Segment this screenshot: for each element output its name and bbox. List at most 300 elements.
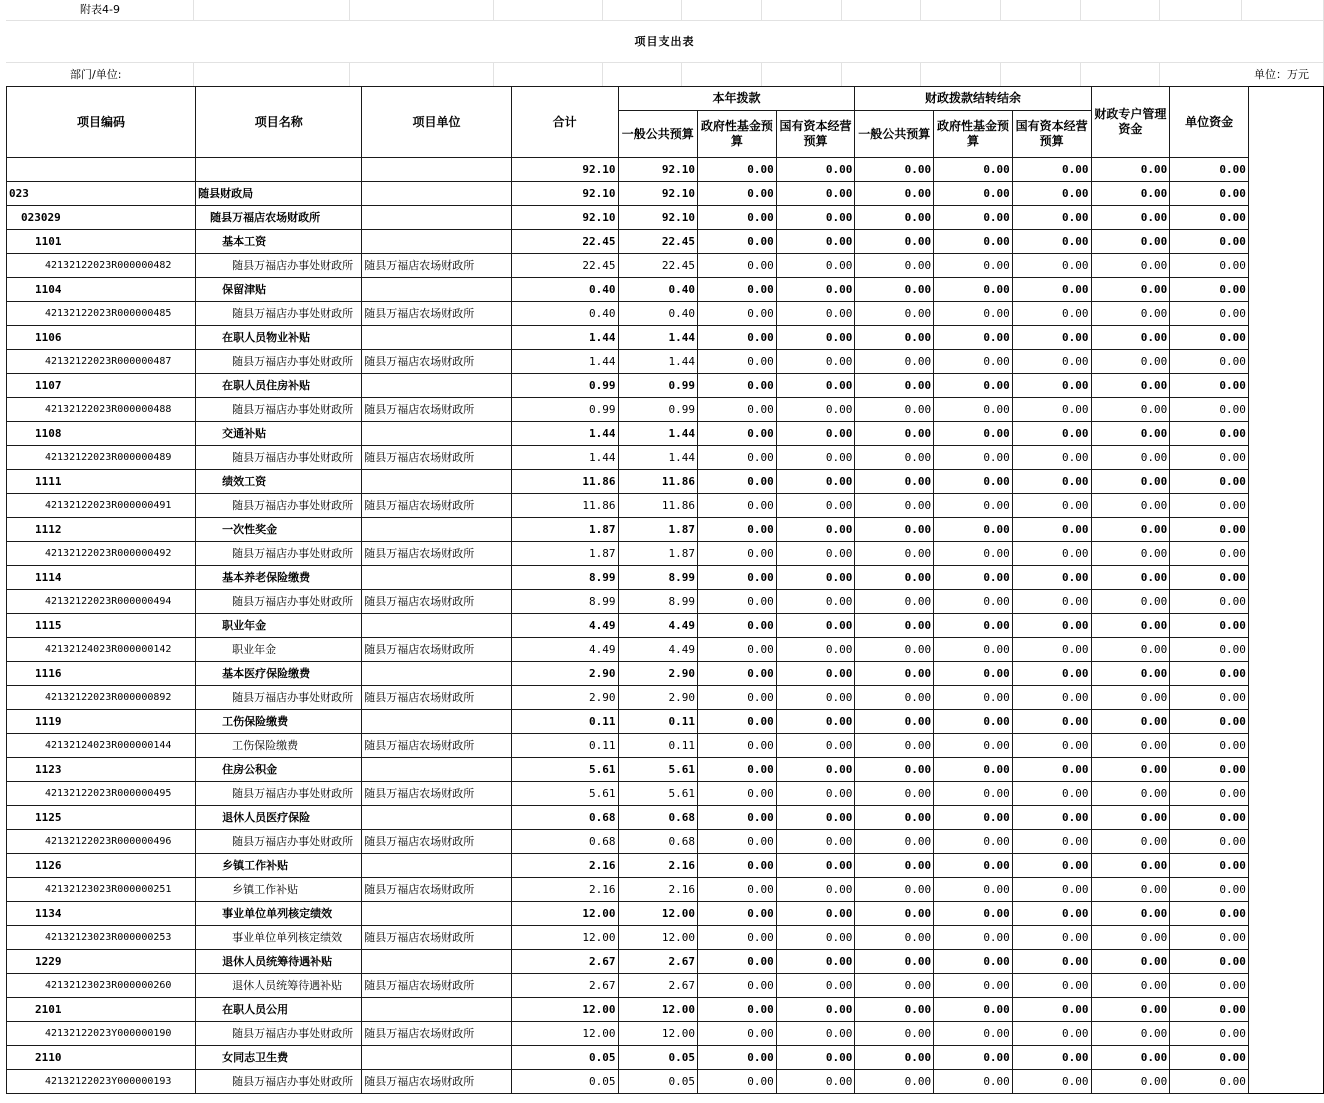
cell-name[interactable]: 在职人员住房补贴: [196, 374, 362, 398]
cell-name[interactable]: 随县万福店办事处财政所: [196, 494, 362, 518]
cell-amount[interactable]: 0.00: [698, 686, 777, 710]
cell-code[interactable]: 1119: [7, 710, 196, 734]
cell-amount[interactable]: 0.00: [855, 518, 934, 542]
cell-amount[interactable]: 0.00: [1012, 974, 1091, 998]
cell-unit[interactable]: 随县万福店农场财政所: [362, 494, 511, 518]
cell-amount[interactable]: 0.00: [1012, 686, 1091, 710]
cell-amount[interactable]: 0.00: [934, 302, 1013, 326]
cell-amount[interactable]: 0.00: [1170, 182, 1249, 206]
cell-code[interactable]: 42132124023R000000142: [7, 638, 196, 662]
cell-code[interactable]: 42132122023R000000482: [7, 254, 196, 278]
cell-amount[interactable]: 0.00: [1091, 422, 1170, 446]
cell-amount[interactable]: 0.00: [1091, 950, 1170, 974]
cell-amount[interactable]: 0.00: [776, 254, 855, 278]
cell-amount[interactable]: 0.00: [1091, 254, 1170, 278]
cell-amount[interactable]: 0.00: [934, 374, 1013, 398]
cell-amount[interactable]: 0.00: [698, 350, 777, 374]
cell-amount[interactable]: 0.00: [855, 302, 934, 326]
cell-amount[interactable]: 0.00: [1012, 1070, 1091, 1094]
cell-amount[interactable]: 0.00: [934, 446, 1013, 470]
cell-code[interactable]: 42132122023R000000892: [7, 686, 196, 710]
cell-unit[interactable]: 随县万福店农场财政所: [362, 398, 511, 422]
cell-amount[interactable]: 0.00: [855, 1070, 934, 1094]
cell-amount[interactable]: 0.00: [698, 1070, 777, 1094]
cell-amount[interactable]: 0.00: [855, 854, 934, 878]
cell-amount[interactable]: 12.00: [618, 926, 697, 950]
cell-name[interactable]: 随县万福店办事处财政所: [196, 830, 362, 854]
cell-unit[interactable]: [362, 518, 511, 542]
cell-amount[interactable]: 0.00: [776, 758, 855, 782]
cell-code[interactable]: 42132123023R000000251: [7, 878, 196, 902]
cell-amount[interactable]: 8.99: [511, 590, 618, 614]
cell-amount[interactable]: 0.00: [934, 230, 1013, 254]
cell-amount[interactable]: 12.00: [618, 902, 697, 926]
cell-code[interactable]: 42132122023R000000487: [7, 350, 196, 374]
cell-amount[interactable]: 0.00: [698, 830, 777, 854]
cell-code[interactable]: 1229: [7, 950, 196, 974]
cell-amount[interactable]: 0.00: [1170, 206, 1249, 230]
cell-amount[interactable]: 0.00: [1012, 614, 1091, 638]
cell-amount[interactable]: 0.00: [776, 494, 855, 518]
cell-amount[interactable]: 0.00: [1012, 422, 1091, 446]
cell-amount[interactable]: 92.10: [511, 206, 618, 230]
cell-amount[interactable]: 0.00: [1170, 614, 1249, 638]
cell-amount[interactable]: 0.00: [698, 518, 777, 542]
cell-amount[interactable]: 11.86: [618, 494, 697, 518]
cell-unit[interactable]: [362, 230, 511, 254]
cell-amount[interactable]: 0.00: [1170, 326, 1249, 350]
cell-name[interactable]: 随县万福店办事处财政所: [196, 590, 362, 614]
cell-amount[interactable]: 0.00: [855, 998, 934, 1022]
cell-amount[interactable]: 4.49: [618, 614, 697, 638]
cell-amount[interactable]: 0.00: [698, 758, 777, 782]
cell-code[interactable]: 1112: [7, 518, 196, 542]
cell-amount[interactable]: 0.00: [934, 830, 1013, 854]
cell-code[interactable]: 1108: [7, 422, 196, 446]
cell-amount[interactable]: 0.00: [855, 494, 934, 518]
cell-amount[interactable]: 0.00: [698, 782, 777, 806]
cell-amount[interactable]: 0.00: [776, 710, 855, 734]
cell-amount[interactable]: 0.00: [1170, 1022, 1249, 1046]
cell-amount[interactable]: 0.00: [934, 422, 1013, 446]
cell-unit[interactable]: [362, 206, 511, 230]
cell-amount[interactable]: 0.00: [855, 710, 934, 734]
cell-amount[interactable]: 0.00: [855, 182, 934, 206]
cell-amount[interactable]: 0.68: [511, 806, 618, 830]
cell-unit[interactable]: [362, 182, 511, 206]
cell-amount[interactable]: 0.00: [1170, 710, 1249, 734]
cell-unit[interactable]: [362, 422, 511, 446]
cell-amount[interactable]: 0.40: [511, 302, 618, 326]
cell-amount[interactable]: 0.00: [1012, 998, 1091, 1022]
cell-amount[interactable]: 0.00: [1091, 686, 1170, 710]
cell-amount[interactable]: 0.00: [1091, 662, 1170, 686]
cell-amount[interactable]: 0.00: [934, 566, 1013, 590]
cell-amount[interactable]: 0.00: [855, 590, 934, 614]
cell-amount[interactable]: 0.00: [934, 254, 1013, 278]
cell-amount[interactable]: 2.90: [511, 662, 618, 686]
cell-amount[interactable]: 0.00: [776, 542, 855, 566]
cell-amount[interactable]: 0.05: [618, 1070, 697, 1094]
cell-amount[interactable]: 0.00: [855, 662, 934, 686]
cell-code[interactable]: 1126: [7, 854, 196, 878]
cell-unit[interactable]: [362, 998, 511, 1022]
cell-amount[interactable]: 1.44: [618, 326, 697, 350]
cell-name[interactable]: 随县万福店办事处财政所: [196, 254, 362, 278]
cell-amount[interactable]: 0.00: [776, 854, 855, 878]
cell-name[interactable]: 乡镇工作补贴: [196, 854, 362, 878]
cell-amount[interactable]: 0.00: [776, 782, 855, 806]
cell-amount[interactable]: 0.00: [776, 878, 855, 902]
cell-amount[interactable]: 0.00: [776, 926, 855, 950]
cell-amount[interactable]: 0.00: [698, 1046, 777, 1070]
cell-amount[interactable]: 0.00: [1170, 830, 1249, 854]
cell-amount[interactable]: 0.00: [1012, 398, 1091, 422]
cell-amount[interactable]: 0.00: [934, 902, 1013, 926]
cell-amount[interactable]: 0.00: [776, 638, 855, 662]
cell-name[interactable]: 在职人员物业补贴: [196, 326, 362, 350]
cell-amount[interactable]: 0.00: [1012, 542, 1091, 566]
cell-amount[interactable]: 0.00: [855, 206, 934, 230]
cell-amount[interactable]: 0.00: [1012, 518, 1091, 542]
cell-name[interactable]: 事业单位单列核定绩效: [196, 926, 362, 950]
cell-amount[interactable]: 0.00: [698, 902, 777, 926]
cell-amount[interactable]: 0.00: [698, 662, 777, 686]
cell-amount[interactable]: 0.00: [934, 614, 1013, 638]
cell-amount[interactable]: 0.00: [1012, 230, 1091, 254]
cell-code[interactable]: 1115: [7, 614, 196, 638]
cell-amount[interactable]: 0.00: [1170, 638, 1249, 662]
cell-amount[interactable]: 5.61: [618, 758, 697, 782]
cell-unit[interactable]: [362, 950, 511, 974]
cell-amount[interactable]: 0.00: [1012, 950, 1091, 974]
cell-amount[interactable]: 0.00: [1091, 878, 1170, 902]
cell-amount[interactable]: 8.99: [618, 566, 697, 590]
cell-amount[interactable]: 0.00: [1012, 590, 1091, 614]
cell-code[interactable]: 1111: [7, 470, 196, 494]
cell-amount[interactable]: 12.00: [511, 926, 618, 950]
cell-amount[interactable]: 0.00: [934, 542, 1013, 566]
cell-name[interactable]: 基本工资: [196, 230, 362, 254]
cell-code[interactable]: 1116: [7, 662, 196, 686]
cell-amount[interactable]: 1.44: [511, 446, 618, 470]
cell-amount[interactable]: 0.00: [1012, 806, 1091, 830]
cell-amount[interactable]: 1.44: [618, 350, 697, 374]
cell-amount[interactable]: 0.00: [1091, 974, 1170, 998]
cell-unit[interactable]: [362, 662, 511, 686]
cell-name[interactable]: 基本医疗保险缴费: [196, 662, 362, 686]
cell-amount[interactable]: 0.00: [698, 158, 777, 182]
cell-amount[interactable]: 12.00: [511, 1022, 618, 1046]
cell-amount[interactable]: 0.00: [698, 374, 777, 398]
cell-amount[interactable]: 0.00: [776, 470, 855, 494]
cell-amount[interactable]: 0.00: [1091, 806, 1170, 830]
cell-amount[interactable]: 4.49: [618, 638, 697, 662]
cell-amount[interactable]: 0.00: [1170, 806, 1249, 830]
cell-amount[interactable]: 0.00: [1091, 614, 1170, 638]
cell-amount[interactable]: 0.05: [511, 1046, 618, 1070]
cell-amount[interactable]: 0.11: [511, 710, 618, 734]
cell-unit[interactable]: [362, 566, 511, 590]
cell-unit[interactable]: 随县万福店农场财政所: [362, 638, 511, 662]
cell-name[interactable]: 交通补贴: [196, 422, 362, 446]
cell-amount[interactable]: 0.05: [511, 1070, 618, 1094]
cell-amount[interactable]: 0.00: [698, 254, 777, 278]
cell-amount[interactable]: 0.00: [1012, 854, 1091, 878]
cell-amount[interactable]: 0.00: [1091, 1046, 1170, 1070]
cell-amount[interactable]: 5.61: [511, 758, 618, 782]
cell-amount[interactable]: 2.16: [511, 854, 618, 878]
cell-amount[interactable]: 0.00: [1091, 398, 1170, 422]
cell-name[interactable]: 退休人员统筹待遇补贴: [196, 950, 362, 974]
cell-amount[interactable]: 0.00: [934, 806, 1013, 830]
cell-amount[interactable]: 0.00: [934, 470, 1013, 494]
cell-amount[interactable]: 0.00: [855, 158, 934, 182]
cell-amount[interactable]: 22.45: [511, 254, 618, 278]
cell-amount[interactable]: 0.00: [776, 614, 855, 638]
cell-amount[interactable]: 0.00: [698, 950, 777, 974]
cell-code[interactable]: 42132122023R000000485: [7, 302, 196, 326]
cell-amount[interactable]: 92.10: [511, 158, 618, 182]
cell-unit[interactable]: 随县万福店农场财政所: [362, 590, 511, 614]
cell-amount[interactable]: 0.00: [1012, 662, 1091, 686]
cell-code[interactable]: 42132122023R000000491: [7, 494, 196, 518]
cell-amount[interactable]: 0.00: [1170, 662, 1249, 686]
cell-amount[interactable]: 0.00: [855, 926, 934, 950]
cell-amount[interactable]: 1.87: [511, 518, 618, 542]
cell-amount[interactable]: 0.11: [511, 734, 618, 758]
cell-amount[interactable]: 2.16: [618, 878, 697, 902]
cell-amount[interactable]: 0.00: [1012, 470, 1091, 494]
cell-name[interactable]: 一次性奖金: [196, 518, 362, 542]
cell-amount[interactable]: 0.00: [1170, 926, 1249, 950]
cell-amount[interactable]: 1.44: [511, 422, 618, 446]
cell-amount[interactable]: 0.99: [511, 374, 618, 398]
cell-amount[interactable]: 0.00: [1170, 782, 1249, 806]
cell-amount[interactable]: 0.00: [934, 662, 1013, 686]
cell-code[interactable]: 1125: [7, 806, 196, 830]
cell-amount[interactable]: 0.00: [1170, 494, 1249, 518]
cell-name[interactable]: 随县万福店办事处财政所: [196, 1070, 362, 1094]
cell-amount[interactable]: 0.00: [1170, 974, 1249, 998]
cell-code[interactable]: 42132122023Y000000193: [7, 1070, 196, 1094]
cell-amount[interactable]: 0.00: [776, 302, 855, 326]
cell-amount[interactable]: 0.00: [776, 182, 855, 206]
cell-amount[interactable]: 8.99: [618, 590, 697, 614]
cell-amount[interactable]: 0.00: [698, 302, 777, 326]
cell-code[interactable]: 023: [7, 182, 196, 206]
cell-amount[interactable]: 0.00: [1091, 182, 1170, 206]
cell-amount[interactable]: 0.99: [511, 398, 618, 422]
cell-unit[interactable]: 随县万福店农场财政所: [362, 926, 511, 950]
cell-name[interactable]: 保留津贴: [196, 278, 362, 302]
cell-amount[interactable]: 0.00: [776, 350, 855, 374]
cell-amount[interactable]: 0.00: [698, 422, 777, 446]
cell-unit[interactable]: [362, 854, 511, 878]
cell-amount[interactable]: 0.00: [1170, 686, 1249, 710]
cell-unit[interactable]: [362, 158, 511, 182]
cell-code[interactable]: 2101: [7, 998, 196, 1022]
cell-amount[interactable]: 0.00: [776, 566, 855, 590]
cell-unit[interactable]: 随县万福店农场财政所: [362, 1022, 511, 1046]
cell-amount[interactable]: 92.10: [511, 182, 618, 206]
cell-amount[interactable]: 0.00: [1091, 758, 1170, 782]
cell-amount[interactable]: 0.00: [1170, 758, 1249, 782]
cell-amount[interactable]: 0.00: [1091, 782, 1170, 806]
cell-amount[interactable]: 92.10: [618, 182, 697, 206]
cell-amount[interactable]: 2.90: [618, 686, 697, 710]
cell-amount[interactable]: 0.00: [1170, 566, 1249, 590]
cell-amount[interactable]: 0.00: [776, 158, 855, 182]
cell-amount[interactable]: 11.86: [511, 470, 618, 494]
cell-amount[interactable]: 0.00: [776, 662, 855, 686]
cell-unit[interactable]: 随县万福店农场财政所: [362, 686, 511, 710]
cell-amount[interactable]: 0.00: [776, 1070, 855, 1094]
cell-name[interactable]: 随县万福店农场财政所: [196, 206, 362, 230]
cell-name[interactable]: 基本养老保险缴费: [196, 566, 362, 590]
cell-amount[interactable]: 0.00: [698, 470, 777, 494]
cell-amount[interactable]: 0.00: [1012, 1022, 1091, 1046]
cell-amount[interactable]: 0.00: [855, 782, 934, 806]
cell-amount[interactable]: 0.00: [855, 566, 934, 590]
cell-code[interactable]: 1104: [7, 278, 196, 302]
cell-unit[interactable]: 随县万福店农场财政所: [362, 1070, 511, 1094]
cell-unit[interactable]: [362, 806, 511, 830]
cell-name[interactable]: 女同志卫生费: [196, 1046, 362, 1070]
cell-unit[interactable]: 随县万福店农场财政所: [362, 830, 511, 854]
cell-amount[interactable]: 0.00: [934, 1046, 1013, 1070]
cell-amount[interactable]: 0.00: [1091, 830, 1170, 854]
cell-amount[interactable]: 0.00: [776, 278, 855, 302]
cell-amount[interactable]: 0.00: [1091, 230, 1170, 254]
cell-amount[interactable]: 0.00: [855, 830, 934, 854]
cell-amount[interactable]: 92.10: [618, 206, 697, 230]
cell-amount[interactable]: 0.00: [776, 374, 855, 398]
cell-amount[interactable]: 0.00: [1170, 470, 1249, 494]
cell-code[interactable]: 42132122023R000000494: [7, 590, 196, 614]
cell-code[interactable]: 42132122023R000000495: [7, 782, 196, 806]
cell-code[interactable]: 42132122023R000000492: [7, 542, 196, 566]
cell-code[interactable]: 1101: [7, 230, 196, 254]
cell-code[interactable]: 42132123023R000000260: [7, 974, 196, 998]
cell-amount[interactable]: 2.67: [618, 974, 697, 998]
cell-amount[interactable]: 0.00: [776, 446, 855, 470]
cell-amount[interactable]: 0.68: [618, 806, 697, 830]
cell-code[interactable]: 1123: [7, 758, 196, 782]
cell-amount[interactable]: 0.00: [1091, 710, 1170, 734]
cell-amount[interactable]: 0.00: [1170, 446, 1249, 470]
cell-amount[interactable]: 0.00: [776, 590, 855, 614]
cell-amount[interactable]: 0.00: [1012, 350, 1091, 374]
cell-amount[interactable]: 0.00: [934, 518, 1013, 542]
cell-amount[interactable]: 0.00: [1091, 494, 1170, 518]
cell-code[interactable]: 42132122023R000000488: [7, 398, 196, 422]
cell-amount[interactable]: 0.00: [934, 1070, 1013, 1094]
cell-amount[interactable]: 0.00: [1170, 398, 1249, 422]
cell-amount[interactable]: 0.00: [776, 806, 855, 830]
cell-unit[interactable]: 随县万福店农场财政所: [362, 254, 511, 278]
cell-amount[interactable]: 0.00: [934, 782, 1013, 806]
cell-amount[interactable]: 0.00: [1170, 542, 1249, 566]
cell-amount[interactable]: 0.00: [855, 350, 934, 374]
cell-amount[interactable]: 0.00: [855, 614, 934, 638]
cell-amount[interactable]: 0.00: [1091, 854, 1170, 878]
cell-amount[interactable]: 0.00: [698, 926, 777, 950]
cell-unit[interactable]: 随县万福店农场财政所: [362, 782, 511, 806]
cell-amount[interactable]: 0.00: [698, 638, 777, 662]
cell-amount[interactable]: 0.00: [855, 398, 934, 422]
cell-amount[interactable]: 2.16: [618, 854, 697, 878]
cell-amount[interactable]: 0.00: [1170, 734, 1249, 758]
cell-amount[interactable]: 0.00: [1012, 566, 1091, 590]
cell-amount[interactable]: 0.00: [1012, 302, 1091, 326]
cell-amount[interactable]: 0.00: [1091, 734, 1170, 758]
cell-name[interactable]: [196, 158, 362, 182]
cell-code[interactable]: 1107: [7, 374, 196, 398]
cell-amount[interactable]: 12.00: [511, 998, 618, 1022]
cell-code[interactable]: [7, 158, 196, 182]
cell-amount[interactable]: 0.00: [934, 326, 1013, 350]
cell-amount[interactable]: 92.10: [618, 158, 697, 182]
cell-name[interactable]: 退休人员统筹待遇补贴: [196, 974, 362, 998]
cell-amount[interactable]: 0.00: [1091, 302, 1170, 326]
cell-unit[interactable]: [362, 710, 511, 734]
cell-amount[interactable]: 0.00: [855, 326, 934, 350]
cell-amount[interactable]: 0.00: [698, 734, 777, 758]
cell-amount[interactable]: 5.61: [511, 782, 618, 806]
cell-amount[interactable]: 4.49: [511, 638, 618, 662]
cell-amount[interactable]: 1.44: [618, 422, 697, 446]
cell-name[interactable]: 绩效工资: [196, 470, 362, 494]
cell-amount[interactable]: 0.00: [855, 1046, 934, 1070]
cell-amount[interactable]: 0.00: [934, 494, 1013, 518]
cell-name[interactable]: 事业单位单列核定绩效: [196, 902, 362, 926]
cell-amount[interactable]: 0.00: [855, 806, 934, 830]
cell-amount[interactable]: 0.00: [934, 710, 1013, 734]
cell-amount[interactable]: 1.87: [618, 542, 697, 566]
cell-name[interactable]: 职业年金: [196, 614, 362, 638]
cell-code[interactable]: 42132122023Y000000190: [7, 1022, 196, 1046]
cell-amount[interactable]: 0.00: [1170, 254, 1249, 278]
cell-amount[interactable]: 0.00: [1170, 518, 1249, 542]
cell-amount[interactable]: 0.99: [618, 374, 697, 398]
cell-unit[interactable]: [362, 374, 511, 398]
cell-amount[interactable]: 0.00: [1012, 158, 1091, 182]
cell-amount[interactable]: 0.00: [1091, 926, 1170, 950]
cell-amount[interactable]: 4.49: [511, 614, 618, 638]
cell-name[interactable]: 随县财政局: [196, 182, 362, 206]
cell-amount[interactable]: 0.00: [1012, 278, 1091, 302]
cell-amount[interactable]: 0.00: [1012, 878, 1091, 902]
cell-unit[interactable]: [362, 278, 511, 302]
cell-name[interactable]: 住房公积金: [196, 758, 362, 782]
cell-amount[interactable]: 0.00: [1091, 350, 1170, 374]
cell-amount[interactable]: 2.67: [618, 950, 697, 974]
cell-amount[interactable]: 0.00: [855, 230, 934, 254]
cell-amount[interactable]: 12.00: [618, 998, 697, 1022]
cell-amount[interactable]: 0.00: [776, 1046, 855, 1070]
cell-name[interactable]: 职业年金: [196, 638, 362, 662]
cell-amount[interactable]: 0.00: [776, 206, 855, 230]
cell-amount[interactable]: 0.00: [1091, 590, 1170, 614]
cell-unit[interactable]: 随县万福店农场财政所: [362, 734, 511, 758]
cell-amount[interactable]: 2.67: [511, 950, 618, 974]
cell-code[interactable]: 42132123023R000000253: [7, 926, 196, 950]
cell-amount[interactable]: 0.40: [618, 278, 697, 302]
cell-amount[interactable]: 0.00: [855, 542, 934, 566]
cell-amount[interactable]: 0.00: [1012, 830, 1091, 854]
cell-code[interactable]: 1106: [7, 326, 196, 350]
